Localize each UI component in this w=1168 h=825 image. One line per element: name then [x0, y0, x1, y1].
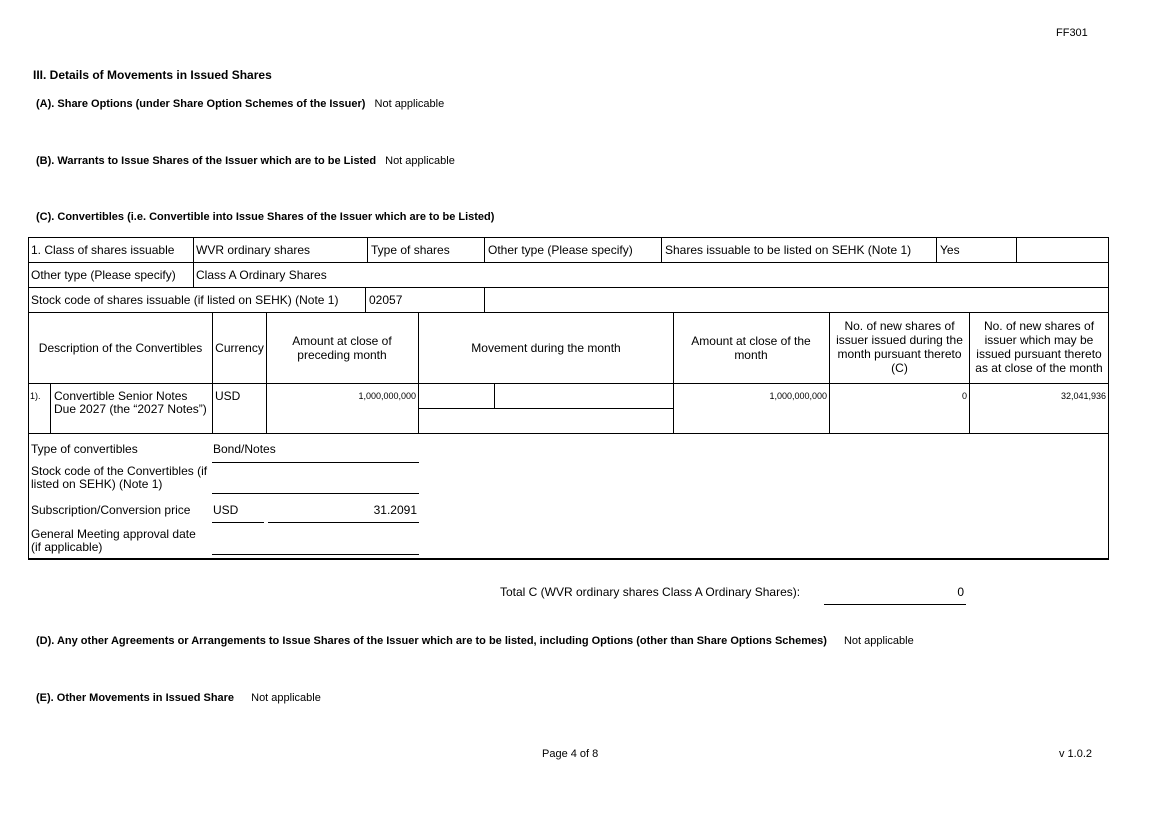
- row-amount-prev: 1,000,000,000: [358, 391, 416, 401]
- type-value: Other type (Please specify): [488, 243, 633, 257]
- header-new-issued: No. of new shares of issuer issued during the month pursuant thereto (C): [836, 319, 963, 375]
- stock-code-value: 02057: [369, 293, 403, 307]
- section-e-label: (E). Other Movements in Issued Share: [36, 692, 235, 704]
- row-new-issued: 0: [961, 391, 967, 401]
- listed-label: Shares issuable to be listed on SEHK (Note 1): [665, 243, 912, 257]
- class-value: WVR ordinary shares: [196, 243, 311, 257]
- convertible-stock-code-field: [212, 493, 419, 494]
- section-c-label: (C). Convertibles (i.e. Convertible into Issue Shares of the Issuer which are to be Listed): [36, 211, 495, 223]
- header-currency: Currency: [215, 341, 264, 355]
- row-amount-close: 1,000,000,000: [769, 391, 827, 401]
- row-description: Convertible Senior Notes Due 2027 (the “2027 Notes”): [54, 389, 207, 416]
- total-c-label: Total C (WVR ordinary shares Class A Ordinary Shares):: [500, 585, 801, 599]
- other-type-label: Other type (Please specify): [31, 268, 176, 282]
- row-number: 1).: [30, 391, 41, 401]
- row-may-issue: 32,041,936: [1060, 391, 1106, 401]
- type-convertibles-value: Bond/Notes: [213, 442, 276, 456]
- type-label: Type of shares: [371, 243, 450, 257]
- section-e: [36, 692, 321, 704]
- page-number: Page 4 of 8: [542, 748, 599, 760]
- section-b-label: (B). Warrants to Issue Shares of the Issuer which are to be Listed: [36, 155, 377, 167]
- gm-approval-label: General Meeting approval date (if applicable): [31, 527, 196, 554]
- section-a-value: Not applicable: [374, 98, 445, 110]
- section-a: [36, 98, 444, 110]
- section-d-value: Not applicable: [843, 635, 914, 647]
- form-code: FF301: [1056, 27, 1088, 39]
- gm-approval-field: [212, 554, 419, 555]
- section-d: [36, 635, 914, 647]
- section-b: [36, 155, 455, 167]
- stock-code-label: Stock code of shares issuable (if listed on SEHK) (Note 1): [31, 293, 339, 307]
- listed-value: Yes: [940, 243, 960, 257]
- version: v 1.0.2: [1059, 748, 1093, 760]
- convertible-stock-code-label: Stock code of the Convertibles (if listed on SEHK) (Note 1): [31, 464, 208, 491]
- other-type-row: [28, 262, 1109, 288]
- section-b-value: Not applicable: [385, 155, 455, 167]
- header-amount-close: Amount at close of the month: [691, 334, 811, 362]
- other-type-value: Class A Ordinary Shares: [196, 268, 327, 282]
- type-convertibles-label: Type of convertibles: [31, 442, 138, 456]
- section-e-value: Not applicable: [251, 692, 321, 704]
- header-description: Description of the Convertibles: [38, 341, 203, 355]
- price-currency: USD: [213, 503, 239, 517]
- section-title: III. Details of Movements in Issued Shares: [33, 68, 272, 82]
- price-label: Subscription/Conversion price: [31, 503, 191, 517]
- row-currency: USD: [215, 389, 241, 403]
- header-movement: Movement during the month: [471, 341, 621, 355]
- total-c-value: 0: [957, 585, 964, 599]
- price-value: 31.2091: [373, 503, 417, 517]
- class-label: 1. Class of shares issuable: [31, 243, 175, 257]
- header-amount-prev: Amount at close of preceding month: [292, 334, 392, 362]
- header-may-issue: No. of new shares of issuer which may be issued pursuant thereto as at close of the month: [975, 319, 1103, 375]
- section-a-label: (A). Share Options (under Share Option Schemes of the Issuer): [36, 98, 366, 110]
- section-d-label: (D). Any other Agreements or Arrangements to Issue Shares of the Issuer which are to be listed, including Options (other than Share Options Schemes): [36, 635, 827, 647]
